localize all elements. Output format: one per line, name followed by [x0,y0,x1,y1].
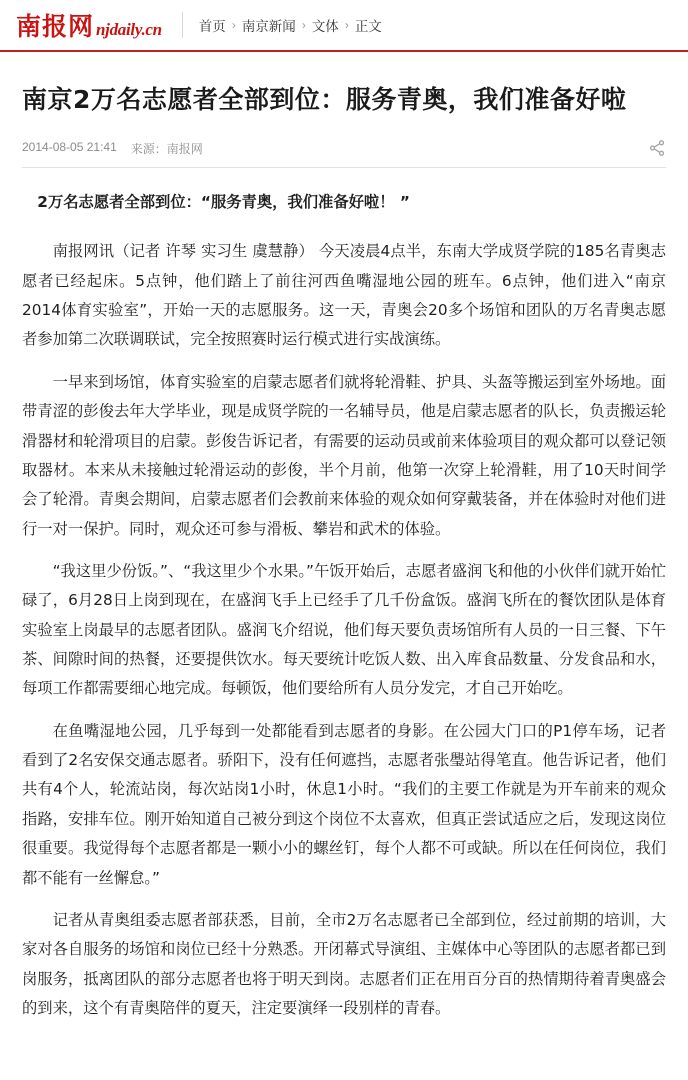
breadcrumb [199,15,382,35]
breadcrumb-separator-icon: › [344,18,349,32]
article-body [22,188,666,1023]
article-date: 2014-08-05 21:41 [22,139,117,154]
share-icon[interactable] [648,139,666,157]
logo-domain-text: njdaily.cn [96,20,162,39]
article-paragraph: 记者从青奥组委志愿者部获悉，目前，全市2万名志愿者已全部到位，经过前期的培训，大家对各自服务的场馆和岗位已经十分熟悉。开闭幕式导演组、主媒体中心等团队的志愿者都已到岗服务，抵离团队的部分志愿者也将于明天到岗。志愿者们正在用百分百的热情期待着青奥盛会的到来，这个有青奥陪伴的夏天，注定要演绎一段别样的青春。 [22,910,666,1017]
header-divider [182,12,183,38]
logo-chinese-text: 南报网 [16,12,95,41]
article-meta-row [22,139,666,168]
article-paragraph: “我这里少份饭。”、“我这里少个水果。”午饭开始后，志愿者盛润飞和他的小伙伴们就开始忙碌了，6月28日上岗到现在，在盛润飞手上已经手了几千份盒饭。盛润飞所在的餐饮团队是体育实验室上岗最早的志愿者团队。盛润飞介绍说，他们每天要负责场馆所有人员的一日三餐、下午茶、间隙时间的热餐，还要提供饮水。每天要统计吃饭人数、出入库食品数量、分发食品和水，每项工作都需要细心地完成。每顿饭，他们要给所有人员分发完，才自己开始吃。 [22,561,666,698]
breadcrumb-item-culture-sports[interactable]: 文体 [311,19,339,34]
site-header [0,0,688,52]
page-title: 南京2万名志愿者全部到位：服务青奥，我们准备好啦 [22,85,627,114]
article-paragraph: 一早来到场馆，体育实验室的启蒙志愿者们就将轮滑鞋、护具、头盔等搬运到室外场地。面带青涩的彭俊去年大学毕业，现是成贤学院的一名辅导员，他是启蒙志愿者的队长，负责搬运轮滑器材和轮滑项目的启蒙。彭俊告诉记者，有需要的运动员或前来体验项目的观众都可以登记领取器材。本来从未接触过轮滑运动的彭俊，半个月前，他第一次穿上轮滑鞋，用了10天时间学会了轮滑。青奥会期间，启蒙志愿者们会教前来体验的观众如何穿戴装备，并在体验时对他们进行一对一保护。同时，观众还可参与滑板、攀岩和武术的体验。 [22,372,666,538]
breadcrumb-separator-icon: › [231,18,236,32]
article-container [0,82,688,1023]
breadcrumb-separator-icon: › [301,18,306,32]
article-source: 来源：南报网 [130,141,203,156]
article-paragraph: 在鱼嘴湿地公园，几乎每到一处都能看到志愿者的身影。在公园大门口的P1停车场，记者看到了2名安保交通志愿者。骄阳下，没有任何遮挡，志愿者张璺站得笔直。他告诉记者，他们共有4个人，轮流站岗，每次站岗1小时，休息1小时。“我们的主要工作就是为开车前来的观众指路，安排车位。刚开始知道自己被分到这个岗位不太喜欢，但真正尝试适应之后，发现这岗位很重要。我觉得每个志愿者都是一颗小小的螺丝钉，每个人都不可或缺。所以在任何岗位，我们都不能有一丝懈怠。” [22,721,666,887]
article-paragraph: 南报网讯（记者 许琴 实习生 虞慧静） 今天凌晨4点半，东南大学成贤学院的185名青奥志愿者已经起床。5点钟，他们踏上了前往河西鱼嘴湿地公园的班车。6点钟，他们进入“南京2014体育实验室”，开始一天的志愿服务。这一天，青奥会20多个场馆和团队的万名青奥志愿者参加第二次联调联试，完全按照赛时运行模式进行实战演练。 [22,242,666,349]
breadcrumb-item-article[interactable]: 正文 [354,19,382,34]
site-logo[interactable] [16,7,162,43]
article-lead-paragraph: 2万名志愿者全部到位：“服务青奥，我们准备好啦！ ” [37,193,410,211]
article-meta [22,140,203,157]
breadcrumb-item-nanjing-news[interactable]: 南京新闻 [241,19,296,34]
breadcrumb-item-home[interactable]: 首页 [198,19,226,34]
